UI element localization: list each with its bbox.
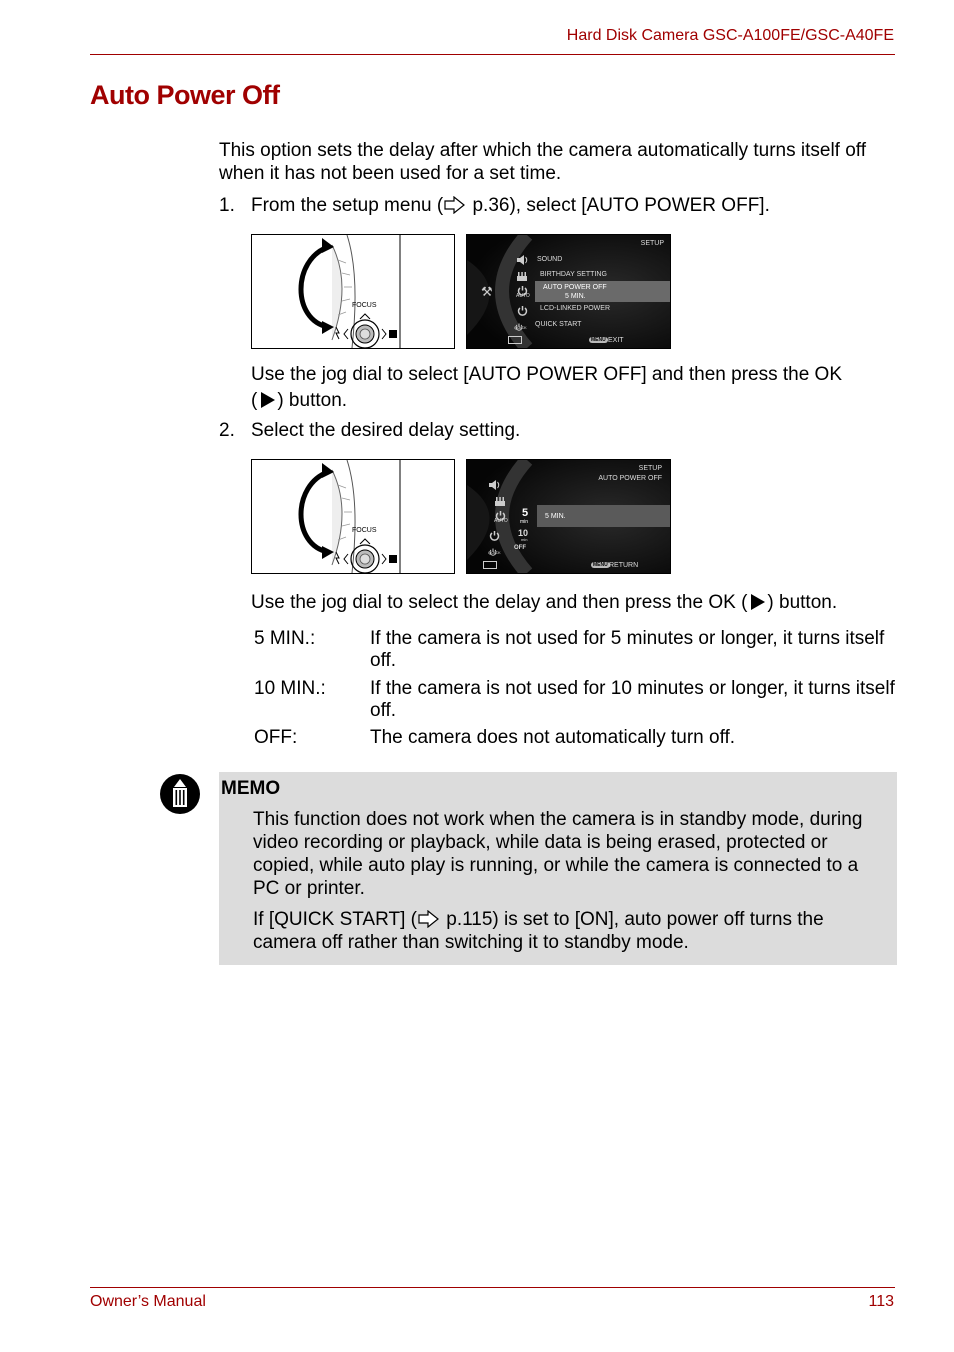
definition-desc-off: The camera does not automatically turn off. (370, 727, 736, 748)
intro-paragraph: This option sets the delay after which the camera automatically turns itself off when it has not been used for a set time. (219, 140, 867, 184)
screen-exit-label: EXIT (608, 337, 624, 344)
step-2-text: Select the desired delay setting. (251, 420, 521, 441)
step-1-number: 1. (219, 195, 235, 216)
menu-item-auto-power-off: AUTO POWER OFF (543, 284, 607, 291)
definition-desc-10min: If the camera is not used for 10 minutes or longer, it turns itself off. (370, 678, 895, 721)
definition-term-off: OFF: (254, 727, 298, 748)
jog-dial-illustration-1 (251, 234, 455, 349)
page-reference-arrow-icon (417, 910, 441, 928)
definition-term-5min: 5 MIN.: (254, 628, 316, 649)
step-2-number: 2. (219, 420, 235, 441)
screen-subheader: AUTO POWER OFF (598, 475, 662, 482)
memo-paragraph-1: This function does not work when the camera is in standby mode, during video recording or playback, while data is being erased, protected or copied, while auto play is running, or while the camera is connected to a PC or printer. (253, 809, 863, 899)
option-5: 5 (522, 507, 529, 519)
power-icon-lcd (489, 528, 500, 539)
cake-icon (494, 493, 506, 504)
menu-item-sound: SOUND (537, 256, 563, 263)
selected-option-label: 5 MIN. (545, 513, 566, 520)
memo-title: MEMO (221, 778, 281, 799)
footer-rule (90, 1287, 895, 1288)
setup-menu-screen (466, 234, 671, 349)
step-2-note-after: ) button. (767, 592, 838, 613)
wrench-icon: ⚒ (481, 284, 493, 299)
step-2-note-before: Use the jog dial to select the delay and then press the OK ( (251, 592, 748, 613)
definition-term-10min: 10 MIN.: (254, 678, 326, 699)
step-1-text (251, 194, 770, 217)
step-1-text-after: p.36), select [AUTO POWER OFF]. (467, 195, 770, 216)
screen-quick-label: QUICK (514, 325, 527, 330)
screen-setup-header: SETUP (638, 465, 662, 472)
focus-label: FOCUS (352, 302, 377, 309)
definition-desc-5min: If the camera is not used for 5 minutes or longer, it turns itself off. (370, 628, 885, 671)
screen-auto-label: AUTO (516, 293, 530, 299)
page-reference-arrow-icon (443, 196, 467, 214)
cake-icon (516, 268, 528, 279)
focus-label: FOCUS (352, 527, 377, 534)
footer-manual-title: Owner’s Manual (90, 1293, 206, 1310)
header-rule (90, 54, 895, 55)
option-off: OFF (514, 545, 526, 551)
memo-paragraph-2 (253, 908, 883, 954)
step-1-note-line-2 (251, 389, 347, 412)
memo-pencil-icon (159, 773, 201, 815)
jog-dial-illustration-2 (251, 459, 455, 574)
option-5-unit: min (520, 519, 529, 525)
step-1-note-after: ) button. (277, 390, 348, 411)
menu-key-badge: MENU (593, 562, 608, 568)
screen-auto-label: AUTO (494, 518, 508, 524)
option-10-unit: min (521, 537, 528, 542)
menu-key-badge: MENU (591, 337, 606, 343)
ok-button-triangle-icon (747, 592, 767, 612)
menu-item-birthday-setting: BIRTHDAY SETTING (540, 271, 607, 278)
memo-paragraph-2-before: If [QUICK START] ( (253, 909, 417, 930)
page-title: Auto Power Off (90, 80, 280, 110)
folder-icon (483, 561, 497, 569)
document-header-title: Hard Disk Camera GSC-A100FE/GSC-A40FE (566, 27, 894, 44)
auto-power-off-screen (466, 459, 671, 574)
ok-button-triangle-icon (257, 390, 277, 410)
menu-item-auto-power-off-value: 5 MIN. (565, 293, 586, 300)
step-1-note-before: ( (251, 390, 258, 411)
speaker-icon (488, 478, 500, 490)
menu-item-lcd-linked-power: LCD-LINKED POWER (540, 305, 611, 312)
speaker-icon (516, 253, 528, 265)
power-icon-lcd (517, 303, 528, 314)
screen-return-label: RETURN (609, 562, 639, 569)
screen-setup-header: SETUP (640, 240, 664, 247)
option-10: 10 (518, 528, 529, 538)
menu-item-quick-start: QUICK START (535, 321, 582, 328)
page-number: 113 (868, 1293, 894, 1310)
screen-quick-label: QUICK (488, 550, 501, 555)
folder-icon (508, 336, 522, 344)
memo-paragraph-2-after: p.115) is set to [ON], auto power off turns the camera off rather than switching it to standby mode. (253, 909, 824, 953)
step-2-note (251, 591, 837, 614)
step-1-text-before: From the setup menu ( (251, 195, 444, 216)
step-1-note-line-1: Use the jog dial to select [AUTO POWER OFF] and then press the OK (251, 364, 843, 385)
